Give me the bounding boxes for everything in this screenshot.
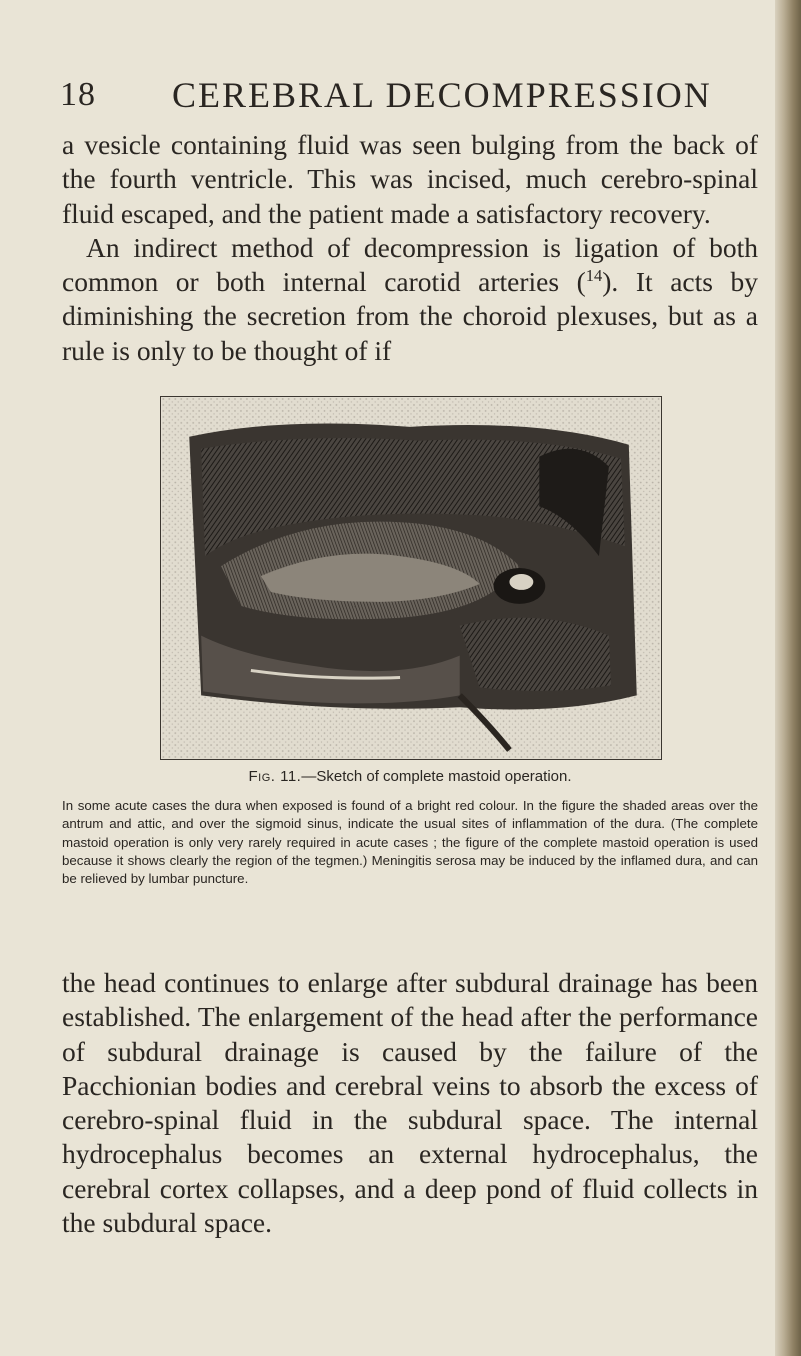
paragraph-vesicle: a vesicle containing fluid was seen bulging from the back of the fourth ventricle. This was incised, much cerebro-spinal fluid escaped, and the patient made a satisfactory recovery. (62, 129, 758, 229)
running-title: CEREBRAL DECOMPRESSION (172, 75, 712, 115)
body-text-top (62, 128, 758, 368)
figure-label: Fig. 11. (248, 768, 302, 785)
page-edge-shadow (775, 0, 801, 1356)
paragraph-indirect-method: An indirect method of decompression is ligation of both common or both internal carotid arteries ($^{14}$). It acts by diminishing the secretion from the choroid plexuses, but as a rule is only to be thought of if (62, 231, 759, 366)
figure-caption (60, 768, 760, 785)
body-text-bottom (62, 966, 758, 1240)
mastoid-operation-illustration (161, 397, 661, 759)
paragraph-subdural: the head continues to enlarge after subdural drainage has been established. The enlargement of the head after the performance of subdural drainage is caused by the failure of the Pacchionian bodies and cerebral veins to absorb the excess of cerebro-spinal fluid in the subdural space. The internal hydrocephalus becomes an external hydrocephalus, the cerebral cortex collapses, and a deep pond of fluid collects in the subdural space. (62, 967, 758, 1239)
figure-note: In some acute cases the dura when exposed is found of a bright red colour. In the figure the shaded areas over the antrum and attic, and over the sigmoid sinus, indicate the usual sites of inflammation of the dura. (The complete mastoid operation is only very rarely required in acute cases ; the figure of the complete mastoid operation is used because it shows clearly the region of the tegmen.) Meningitis serosa may be induced by the inflamed dura, and can be relieved by lumbar puncture. (62, 798, 758, 887)
footnote-reference: 14 (585, 266, 603, 286)
page-header (60, 74, 750, 114)
figure-caption-text: —Sketch of complete mastoid operation. (301, 768, 572, 785)
page-number: 18 (60, 76, 96, 113)
figure-mastoid-sketch (160, 396, 662, 760)
